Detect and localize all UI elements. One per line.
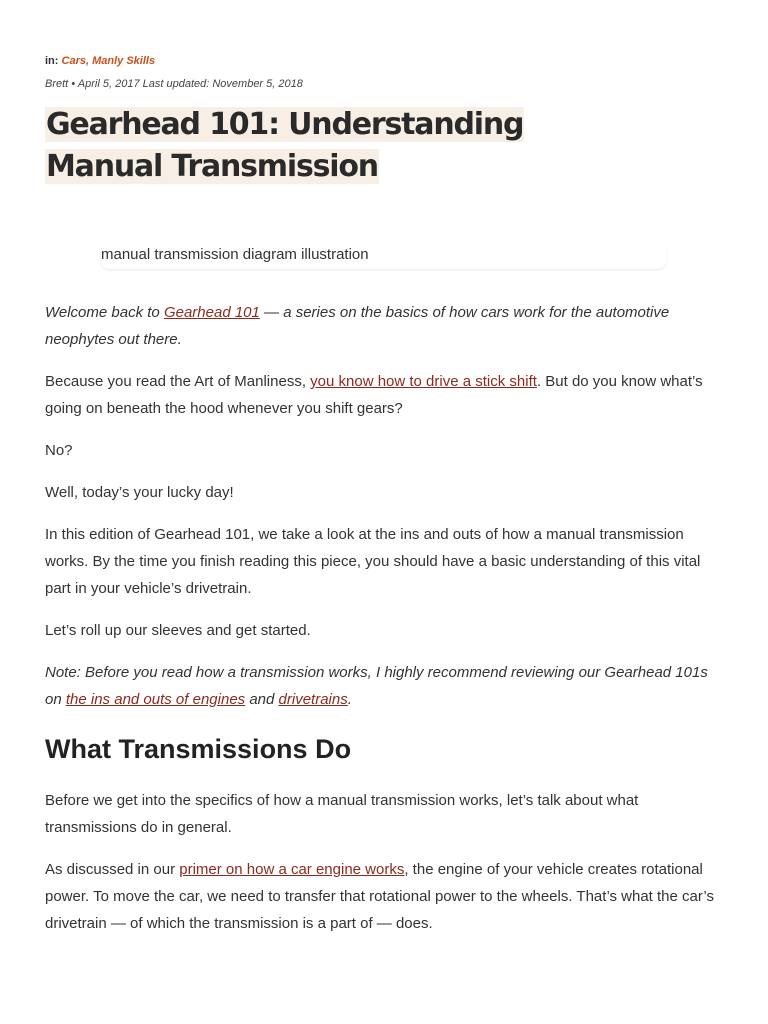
note-text-mid: and xyxy=(245,691,279,708)
paragraph-text: , the engine of your vehicle creates rotational power. To move the car, we need to transfer that rotational power to the wheels. That’s what the car’s drivetrain — of which the transmission is a part of — does. xyxy=(45,861,714,932)
paragraph-lucky-day: Well, today’s your lucky day! xyxy=(45,484,234,501)
category-line xyxy=(45,54,155,68)
paragraph-no: No? xyxy=(45,442,73,459)
section-heading: What Transmissions Do xyxy=(45,734,352,764)
engine-primer-link[interactable]: primer on how a car engine works xyxy=(179,861,405,878)
paragraph-stick-shift xyxy=(45,368,723,422)
note-text-a: Note: Before you read how a transmission works, I highly recommend reviewing our Gearhead 101s on xyxy=(45,664,708,708)
category-separator: , xyxy=(85,55,93,67)
note-text-end: . xyxy=(347,691,352,708)
intro-paragraph xyxy=(45,299,723,353)
article-body xyxy=(45,299,723,952)
byline xyxy=(45,77,303,91)
paragraph-edition: In this edition of Gearhead 101, we take a look at the ins and outs of how a manual transmission works. By the time you finish reading this piece, you should have a basic understanding of this vital part in your vehicle’s drivetrain. xyxy=(45,526,701,597)
stick-shift-link[interactable]: you know how to drive a stick shift xyxy=(310,373,537,390)
category-link-manly-skills[interactable]: Manly Skills xyxy=(92,55,156,67)
page-title-text: Gearhead 101: Understanding Manual Transmission xyxy=(46,107,524,184)
gearhead-101-link[interactable]: Gearhead 101 xyxy=(163,304,260,321)
updated-label: Last updated: xyxy=(142,78,210,90)
intro-text-a: Welcome back to xyxy=(45,304,164,321)
page-title xyxy=(45,104,645,188)
engines-link[interactable]: the ins and outs of engines xyxy=(65,691,246,708)
paragraph-text: . But do you know what’s going on beneath the hood whenever you shift gears? xyxy=(45,373,703,417)
author-name: Brett xyxy=(45,78,69,90)
note-paragraph xyxy=(45,659,723,713)
article-figure xyxy=(101,243,666,269)
in-label: in: xyxy=(45,55,59,67)
paragraph-roll-up: Let’s roll up our sleeves and get started. xyxy=(45,622,311,639)
published-date: April 5, 2017 xyxy=(77,78,140,90)
drivetrains-link[interactable]: drivetrains xyxy=(278,691,348,708)
paragraph-text: Because you read the Art of Manliness, xyxy=(45,373,311,390)
paragraph-engine-primer xyxy=(45,856,723,937)
updated-date: November 5, 2018 xyxy=(212,78,303,90)
byline-bullet: • xyxy=(68,78,78,90)
paragraph-specifics: Before we get into the specifics of how a manual transmission works, let’s talk about what transmissions do in general. xyxy=(45,792,639,836)
paragraph-text: As discussed in our xyxy=(45,861,180,878)
figure-alt-text: manual transmission diagram illustration xyxy=(101,246,369,263)
intro-text-b: — a series on the basics of how cars work for the automotive neophytes out there. xyxy=(45,304,670,348)
category-link-cars[interactable]: Cars xyxy=(61,55,86,67)
